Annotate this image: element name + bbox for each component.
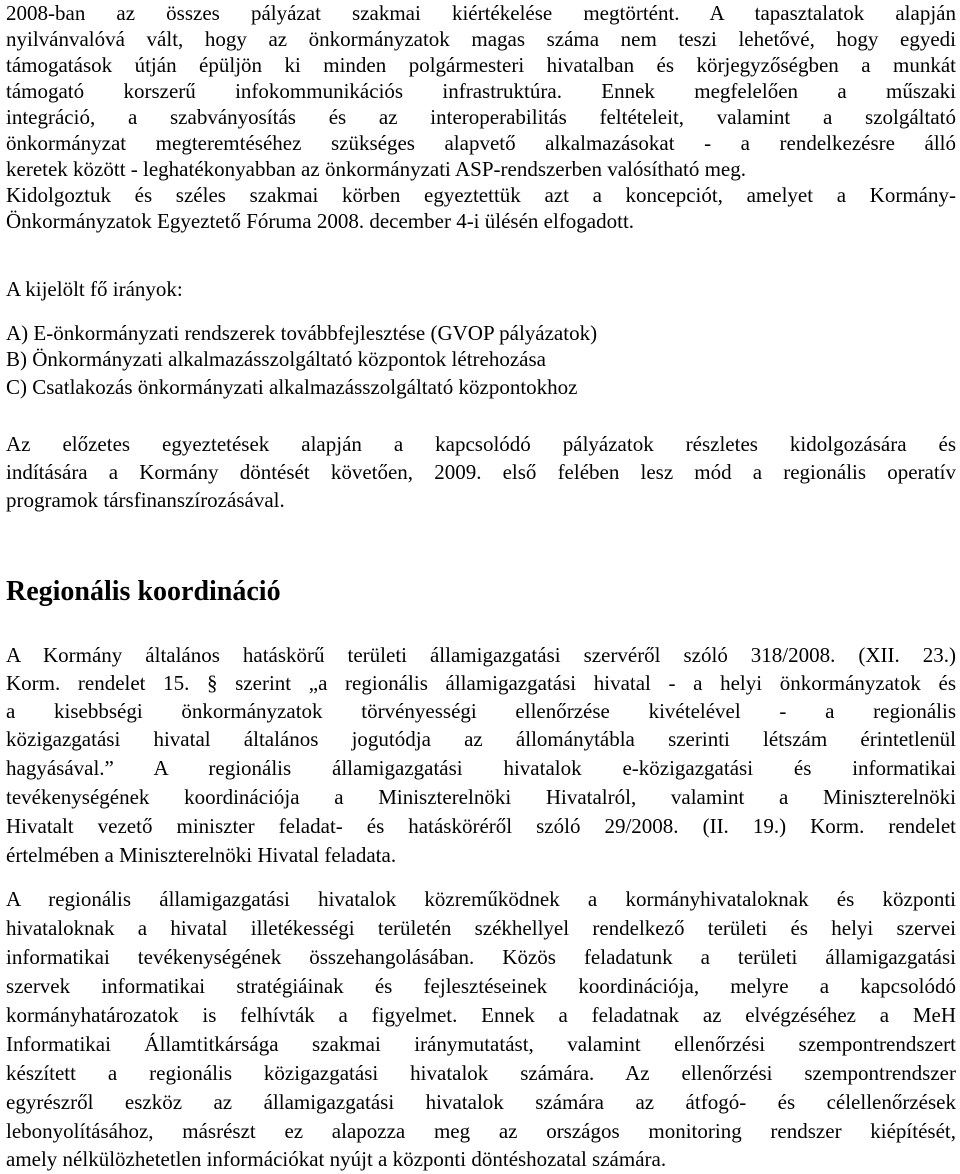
section-heading: Regionális koordináció [6,576,281,607]
paragraph-1-line: 2008-ban az összes pályázat szakmai kiértékelése megtörtént. A tapasztalatok alapján [6,1,956,25]
paragraph-1-line: keretek között - leghatékonyabban az önkormányzati ASP-rendszerben valósítható meg. [6,157,747,181]
direction-item-a: A) E-önkormányzati rendszerek továbbfejlesztése (GVOP pályázatok) [6,321,598,345]
paragraph-1-line: Kidolgoztuk és széles szakmai körben egyeztettük azt a koncepciót, amelyet a Kormány- [6,183,956,207]
paragraph-1-line: támogató korszerű infokommunikációs infrastruktúra. Ennek megfelelően a műszaki [6,79,956,103]
paragraph-4-line: készített a regionális közigazgatási hivatalok számára. Az ellenőrzési szempontrendszer [6,1061,956,1085]
directions-intro: A kijelölt fő irányok: [6,277,183,301]
paragraph-4-line: Informatikai Államtitkársága szakmai iránymutatást, valamint ellenőrzési szempontrendszert [6,1032,956,1056]
paragraph-3-line: hagyásával.” A regionális államigazgatási hivatalok e-közigazgatási és informatikai [6,756,956,780]
paragraph-2-line: indítására a Kormány döntését követően, 2009. első felében lesz mód a regionális operatív [6,460,956,484]
direction-item-b: B) Önkormányzati alkalmazásszolgáltató központok létrehozása [6,347,546,371]
paragraph-3-line: értelmében a Miniszterelnöki Hivatal feladata. [6,843,397,867]
paragraph-4-line: A regionális államigazgatási hivatalok közreműködnek a kormányhivataloknak és központi [6,887,956,911]
paragraph-3-line: A Kormány általános hatáskörű területi államigazgatási szervéről szóló 318/2008. (XII. 23.) [6,643,956,667]
paragraph-4-line: amely nélkülözhetetlen információkat nyújt a központi döntéshozatal számára. [6,1147,667,1171]
paragraph-3-line: közigazgatási hivatal általános jogutódja az állománytábla szerinti létszám érintetlenül [6,727,956,751]
paragraph-4-line: lebonyolításához, másrészt ez alapozza meg az országos monitoring rendszer kiépítését, [6,1119,956,1143]
paragraph-1-line: integráció, a szabványosítás és az interoperabilitás feltételeit, valamint a szolgáltató [6,105,956,129]
paragraph-2-line: Az előzetes egyeztetések alapján a kapcsolódó pályázatok részletes kidolgozására és [6,432,956,456]
paragraph-1-line: támogatások útján épüljön ki minden polgármesteri hivatalban és körjegyzőségben a munkát [6,53,956,77]
paragraph-3-line: tevékenységének koordinációja a Miniszterelnöki Hivatalról, valamint a Miniszterelnöki [6,785,956,809]
paragraph-4-line: informatikai tevékenységének összehangolásában. Közös feladatunk a területi államigazgatási [6,945,956,969]
paragraph-3-line: Hivatalt vezető miniszter feladat- és hatásköréről szóló 29/2008. (II. 19.) Korm. rendelet [6,814,956,838]
paragraph-2-line: programok társfinanszírozásával. [6,488,285,512]
paragraph-3-line: a kisebbségi önkormányzatok törvényességi ellenőrzése kivételével - a regionális [6,699,956,723]
paragraph-4-line: kormányhatározatok is felhívták a figyelmet. Ennek a feladatnak az elvégzéséhez a MeH [6,1003,956,1027]
paragraph-1-line: önkormányzat megteremtéséhez szükséges alapvető alkalmazásokat - a rendelkezésre álló [6,131,956,155]
paragraph-4-line: egyrészről eszköz az államigazgatási hivatalok számára az átfogó- és célellenőrzések [6,1090,956,1114]
paragraph-1-line: Önkormányzatok Egyeztető Fóruma 2008. december 4-i ülésén elfogadott. [6,209,635,233]
paragraph-4-line: szervek informatikai stratégiáinak és fejlesztéseinek koordinációja, melyre a kapcsolódó [6,974,956,998]
paragraph-4-line: hivataloknak a hivatal illetékességi területén székhellyel rendelkező területi és helyi szervei [6,916,956,940]
paragraph-1-line: nyilvánvalóvá vált, hogy az önkormányzatok magas száma nem teszi lehetővé, hogy egyedi [6,27,956,51]
direction-item-c: C) Csatlakozás önkormányzati alkalmazásszolgáltató központokhoz [6,375,578,399]
paragraph-3-line: Korm. rendelet 15. § szerint „a regionális államigazgatási hivatal - a helyi önkormányzatok és [6,671,956,695]
